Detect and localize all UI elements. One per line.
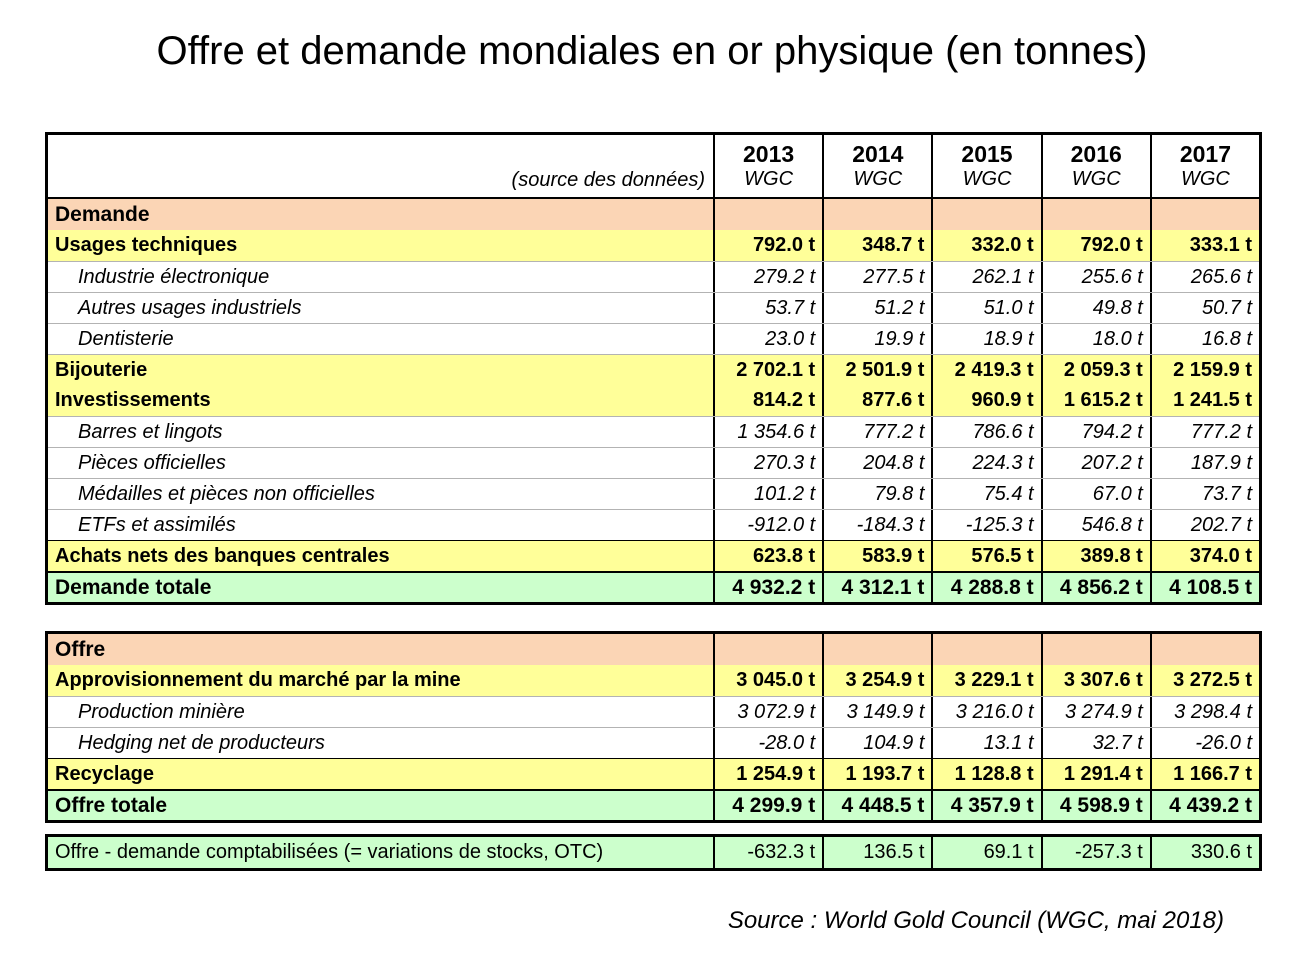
value-cell-2016: 1 615.2 t (1041, 385, 1150, 416)
value-cell-2017: 50.7 t (1150, 293, 1259, 323)
row-label: Usages techniques (55, 234, 238, 256)
value-cell-2014: 877.6 t (822, 385, 931, 416)
value-cell-2016: 792.0 t (1041, 230, 1150, 261)
row-label: Médailles et pièces non officielles (78, 482, 375, 505)
table-header-row (48, 135, 1259, 199)
column-source-label: WGC (744, 168, 794, 190)
year-label: 2016 (1070, 141, 1122, 167)
value-cell-2016: 546.8 t (1041, 510, 1150, 540)
year-column-header-2014 (822, 135, 931, 197)
demande-table (45, 132, 1262, 605)
balance-table (45, 834, 1262, 871)
value-cell-2015: 3 229.1 t (931, 665, 1040, 696)
value-cell-2015: 786.6 t (931, 417, 1040, 447)
value-cell-2015: 51.0 t (931, 293, 1040, 323)
value-cell-2016: -257.3 t (1041, 837, 1150, 868)
value-cell-2013: 792.0 t (713, 230, 822, 261)
row-label: Offre (55, 637, 106, 661)
value-cell-2014: 777.2 t (822, 417, 931, 447)
value-cell-2013: -912.0 t (713, 510, 822, 540)
value-cell-2013: 4 932.2 t (713, 573, 822, 602)
value-cell-2014 (822, 634, 931, 665)
value-cell-2013: 4 299.9 t (713, 791, 822, 820)
value-cell-2014: 51.2 t (822, 293, 931, 323)
row-label: ETFs et assimilés (78, 513, 236, 536)
value-cell-2015: 4 288.8 t (931, 573, 1040, 602)
value-cell-2016: 255.6 t (1041, 262, 1150, 292)
value-cell-2015: 4 357.9 t (931, 791, 1040, 820)
value-cell-2015: 13.1 t (931, 728, 1040, 758)
tables-wrapper (45, 132, 1262, 871)
table-row (48, 727, 1259, 758)
value-cell-2015: 332.0 t (931, 230, 1040, 261)
value-cell-2016: 3 274.9 t (1041, 697, 1150, 727)
value-cell-2014: 348.7 t (822, 230, 931, 261)
value-cell-2017: 333.1 t (1150, 230, 1259, 261)
column-source-label: WGC (1180, 168, 1230, 190)
page-title: Offre et demande mondiales en or physique (en tonnes) (156, 29, 1148, 73)
value-cell-2015: 960.9 t (931, 385, 1040, 416)
value-cell-2016: 794.2 t (1041, 417, 1150, 447)
value-cell-2014: 136.5 t (822, 837, 931, 868)
value-cell-2016: 1 291.4 t (1041, 759, 1150, 789)
value-cell-2017 (1150, 634, 1259, 665)
table-row (48, 261, 1259, 292)
source-note: Source : World Gold Council (WGC, mai 2018) (727, 907, 1224, 934)
year-label: 2013 (743, 141, 795, 167)
value-cell-2017: 777.2 t (1150, 417, 1259, 447)
offre-rows (48, 634, 1259, 820)
offre-table (45, 631, 1262, 823)
value-cell-2013 (713, 199, 822, 230)
value-cell-2016: 32.7 t (1041, 728, 1150, 758)
value-cell-2017: 4 108.5 t (1150, 573, 1259, 602)
column-source-label: WGC (1071, 168, 1121, 190)
value-cell-2013 (713, 634, 822, 665)
value-cell-2017: 330.6 t (1150, 837, 1259, 868)
row-label: Achats nets des banques centrales (55, 544, 390, 567)
value-cell-2015 (931, 634, 1040, 665)
value-cell-2015 (931, 199, 1040, 230)
value-cell-2015: 69.1 t (931, 837, 1040, 868)
value-cell-2013: 2 702.1 t (713, 355, 822, 385)
row-label: Hedging net de producteurs (78, 731, 325, 754)
value-cell-2013: 3 045.0 t (713, 665, 822, 696)
value-cell-2017: 1 241.5 t (1150, 385, 1259, 416)
value-cell-2013: 53.7 t (713, 293, 822, 323)
value-cell-2014: 4 312.1 t (822, 573, 931, 602)
row-label: Investissements (55, 389, 211, 411)
value-cell-2016: 207.2 t (1041, 448, 1150, 478)
value-cell-2014: 104.9 t (822, 728, 931, 758)
value-cell-2015: -125.3 t (931, 510, 1040, 540)
table-row (48, 478, 1259, 509)
value-cell-2013: 279.2 t (713, 262, 822, 292)
value-cell-2015: 2 419.3 t (931, 355, 1040, 385)
row-label: Barres et lingots (78, 420, 223, 443)
value-cell-2015: 75.4 t (931, 479, 1040, 509)
value-cell-2013: 270.3 t (713, 448, 822, 478)
value-cell-2014: 4 448.5 t (822, 791, 931, 820)
year-column-header-2016 (1041, 135, 1150, 197)
value-cell-2014: 204.8 t (822, 448, 931, 478)
value-cell-2016: 4 598.9 t (1041, 791, 1150, 820)
value-cell-2016: 49.8 t (1041, 293, 1150, 323)
table-row (48, 837, 1259, 868)
table-row (48, 634, 1259, 665)
table-row (48, 789, 1259, 820)
value-cell-2014 (822, 199, 931, 230)
value-cell-2013: 101.2 t (713, 479, 822, 509)
year-column-header-2017 (1150, 135, 1259, 197)
row-label: Bijouterie (55, 358, 148, 381)
year-label: 2015 (961, 141, 1013, 167)
value-cell-2014: 583.9 t (822, 541, 931, 571)
value-cell-2013: -632.3 t (713, 837, 822, 868)
year-column-header-2015 (931, 135, 1040, 197)
value-cell-2014: 79.8 t (822, 479, 931, 509)
table-row (48, 292, 1259, 323)
table-row (48, 540, 1259, 571)
table-row (48, 416, 1259, 447)
value-cell-2016: 2 059.3 t (1041, 355, 1150, 385)
value-cell-2013: -28.0 t (713, 728, 822, 758)
table-row (48, 385, 1259, 416)
demande-rows (48, 199, 1259, 602)
value-cell-2013: 1 354.6 t (713, 417, 822, 447)
row-label: Offre totale (55, 793, 168, 817)
row-label: Approvisionnement du marché par la mine (55, 669, 461, 691)
row-label: Industrie électronique (78, 265, 270, 288)
value-cell-2016: 67.0 t (1041, 479, 1150, 509)
table-row (48, 354, 1259, 385)
row-label: Autres usages industriels (78, 296, 302, 319)
value-cell-2014: 19.9 t (822, 324, 931, 354)
value-cell-2016 (1041, 199, 1150, 230)
year-column-header-2013 (713, 135, 822, 197)
value-cell-2013: 23.0 t (713, 324, 822, 354)
value-cell-2016: 3 307.6 t (1041, 665, 1150, 696)
row-label: Pièces officielles (78, 451, 226, 474)
row-label: Production minière (78, 700, 245, 723)
value-cell-2017: 374.0 t (1150, 541, 1259, 571)
row-label: Offre - demande comptabilisées (= variations de stocks, OTC) (55, 841, 604, 863)
row-label: Demande totale (55, 575, 212, 599)
year-label: 2017 (1179, 141, 1231, 167)
value-cell-2017: -26.0 t (1150, 728, 1259, 758)
table-row (48, 323, 1259, 354)
value-cell-2014: 1 193.7 t (822, 759, 931, 789)
value-cell-2015: 3 216.0 t (931, 697, 1040, 727)
table-row (48, 199, 1259, 230)
value-cell-2016: 18.0 t (1041, 324, 1150, 354)
column-source-label: WGC (962, 168, 1012, 190)
value-cell-2017: 16.8 t (1150, 324, 1259, 354)
value-cell-2014: 2 501.9 t (822, 355, 931, 385)
table-row (48, 665, 1259, 696)
value-cell-2013: 3 072.9 t (713, 697, 822, 727)
table-row (48, 230, 1259, 261)
table-row (48, 447, 1259, 478)
value-cell-2014: 3 254.9 t (822, 665, 931, 696)
value-cell-2016: 4 856.2 t (1041, 573, 1150, 602)
year-label: 2014 (852, 141, 904, 167)
value-cell-2017: 3 272.5 t (1150, 665, 1259, 696)
row-label: Demande (55, 202, 150, 226)
table-row (48, 509, 1259, 540)
value-cell-2017 (1150, 199, 1259, 230)
value-cell-2017: 187.9 t (1150, 448, 1259, 478)
value-cell-2015: 18.9 t (931, 324, 1040, 354)
value-cell-2017: 202.7 t (1150, 510, 1259, 540)
table-row (48, 571, 1259, 602)
value-cell-2013: 1 254.9 t (713, 759, 822, 789)
value-cell-2016 (1041, 634, 1150, 665)
column-source-label: WGC (853, 168, 903, 190)
value-cell-2014: 3 149.9 t (822, 697, 931, 727)
value-cell-2017: 1 166.7 t (1150, 759, 1259, 789)
table-row (48, 758, 1259, 789)
value-cell-2014: -184.3 t (822, 510, 931, 540)
value-cell-2015: 224.3 t (931, 448, 1040, 478)
value-cell-2013: 623.8 t (713, 541, 822, 571)
balance-rows (48, 837, 1259, 868)
value-cell-2017: 73.7 t (1150, 479, 1259, 509)
row-label: Dentisterie (78, 327, 174, 350)
value-cell-2015: 1 128.8 t (931, 759, 1040, 789)
value-cell-2013: 814.2 t (713, 385, 822, 416)
value-cell-2017: 4 439.2 t (1150, 791, 1259, 820)
value-cell-2015: 576.5 t (931, 541, 1040, 571)
value-cell-2017: 2 159.9 t (1150, 355, 1259, 385)
value-cell-2015: 262.1 t (931, 262, 1040, 292)
table-row (48, 696, 1259, 727)
row-label: Recyclage (55, 762, 154, 785)
source-of-data-label: (source des données) (511, 169, 705, 191)
value-cell-2017: 3 298.4 t (1150, 697, 1259, 727)
value-cell-2017: 265.6 t (1150, 262, 1259, 292)
value-cell-2016: 389.8 t (1041, 541, 1150, 571)
value-cell-2014: 277.5 t (822, 262, 931, 292)
